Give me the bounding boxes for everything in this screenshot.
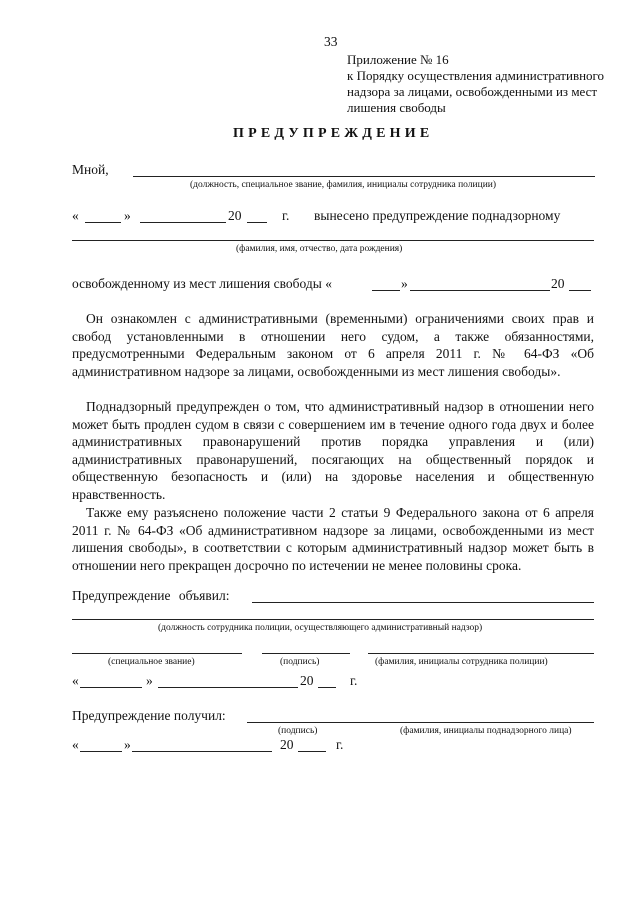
rank-field-line xyxy=(72,653,242,654)
officer-name-caption: (фамилия, инициалы сотрудника полиции) xyxy=(375,657,548,667)
page-number: 33 xyxy=(324,34,338,49)
announced-day-line xyxy=(80,687,142,688)
appendix-header-line: к Порядку осуществления административного xyxy=(347,68,605,83)
received-open-quote: « xyxy=(72,737,79,752)
officer-caption: (должность, специальное звание, фамилия, инициалы сотрудника полиции) xyxy=(190,180,497,190)
rank-caption: (специальное звание) xyxy=(108,657,195,667)
released-text: освобожденному из мест лишения свободы « xyxy=(72,276,332,291)
officer-field-line xyxy=(133,176,595,177)
received-year-suffix: г. xyxy=(336,737,344,752)
date-year-line xyxy=(247,222,267,223)
person-caption: (фамилия, имя, отчество, дата рождения) xyxy=(236,244,403,254)
received-day-line xyxy=(80,751,122,752)
appendix-header-line: лишения свободы xyxy=(347,100,446,115)
announced-open-quote: « xyxy=(72,673,79,688)
date-day-line xyxy=(85,222,121,223)
officer-name-line xyxy=(368,653,594,654)
paragraph-early-termination: Также ему разъяснено положение части 2 статьи 9 Федерального закона от 6 апреля 2011 г. № 64-ФЗ «Об административном надзоре за лицами, освобожденными из мест лишения свободы», в соответствии с которым административный надзор может быть в отношении него прекращен досрочно по истечении не менее половины срока. xyxy=(72,505,594,573)
appendix-header xyxy=(347,52,604,116)
released-month-line xyxy=(410,290,550,291)
received-month-line xyxy=(132,751,272,752)
appendix-header-line: надзора за лицами, освобожденными из мест xyxy=(347,84,598,99)
position-field-line xyxy=(72,619,594,620)
received-field-line xyxy=(247,722,594,723)
released-day-line xyxy=(372,290,400,291)
announced-signature-line xyxy=(262,653,350,654)
announced-year-line xyxy=(318,687,336,688)
date-close-quote: » xyxy=(124,208,131,223)
released-year: 20 xyxy=(551,276,565,291)
by-label: Мной, xyxy=(72,162,109,177)
paragraph-acquainted: Он ознакомлен с административными (временными) ограничениями своих прав и свобод установленными в отношении него судом, а также обязанностями, предусмотренными Федеральным законом от 6 апреля 2011 г. № 64-ФЗ «Об административном надзоре за лицами, освобожденными из мест лишения свободы». xyxy=(72,311,594,379)
warning-issued-text: вынесено предупреждение поднадзорному xyxy=(314,208,561,223)
received-signature-caption: (подпись) xyxy=(278,726,318,736)
announced-signature-caption: (подпись) xyxy=(280,657,320,667)
announced-label: Предупреждение объявил: xyxy=(72,588,230,603)
person-field-line xyxy=(72,240,594,241)
paragraph-extension-warning: Поднадзорный предупрежден о том, что административный надзор в отношении него может быть продлен судом в связи с совершением им в течение одного года двух и более административных правонарушений против порядка управления и (или) административных правонарушений, посягающих на общественный порядок и общественную безопасность и (или) на здоровье населения и общественную нравственность. xyxy=(72,399,594,502)
announced-year: 20 xyxy=(300,673,314,688)
appendix-header-line: Приложение № 16 xyxy=(347,52,449,67)
received-label: Предупреждение получил: xyxy=(72,708,226,723)
date-open-quote: « xyxy=(72,208,79,223)
announced-close-quote: » xyxy=(146,673,153,688)
announced-month-line xyxy=(158,687,298,688)
date-year-suffix: г. xyxy=(282,208,290,223)
released-year-line xyxy=(569,290,591,291)
announced-field-line xyxy=(252,602,594,603)
date-year: 20 xyxy=(228,208,242,223)
document-title: ПРЕДУПРЕЖДЕНИЕ xyxy=(233,126,434,141)
released-close-quote: » xyxy=(401,276,408,291)
date-month-line xyxy=(140,222,226,223)
position-caption: (должность сотрудника полиции, осуществляющего административный надзор) xyxy=(158,623,483,633)
received-close-quote: » xyxy=(124,737,131,752)
received-name-caption: (фамилия, инициалы поднадзорного лица) xyxy=(400,726,572,736)
received-year: 20 xyxy=(280,737,294,752)
announced-year-suffix: г. xyxy=(350,673,358,688)
received-year-line xyxy=(298,751,326,752)
